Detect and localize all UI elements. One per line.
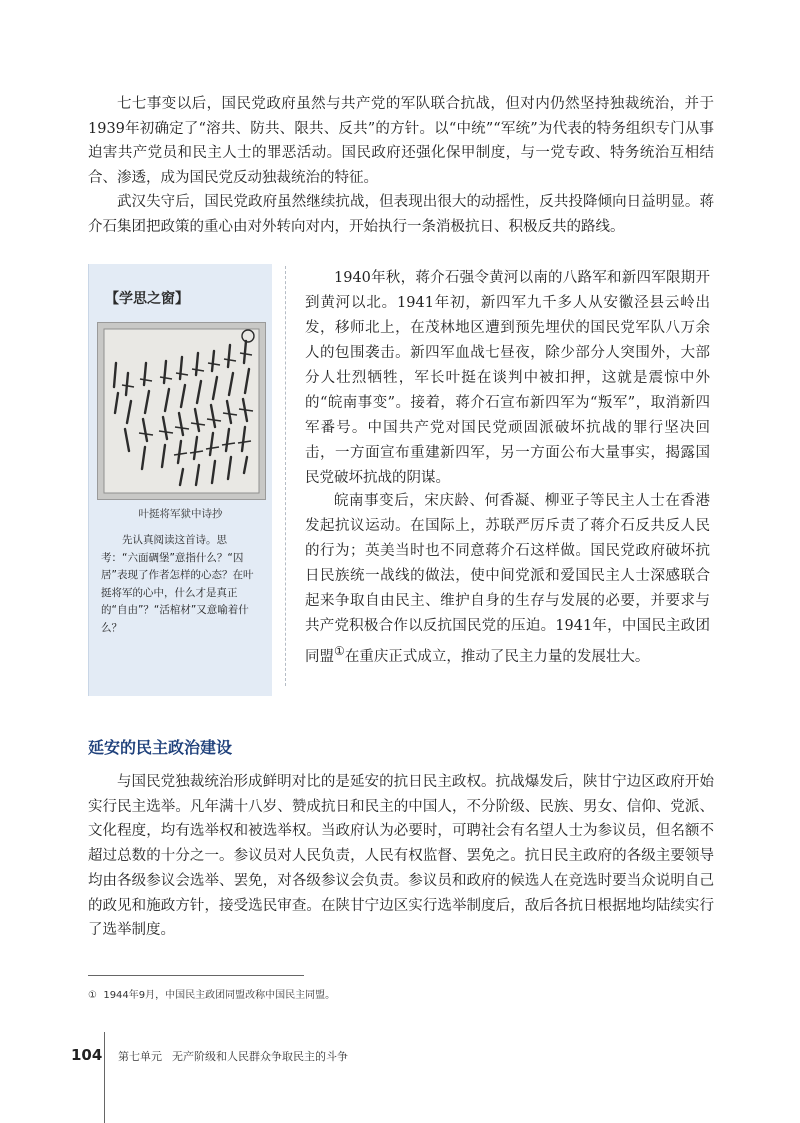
- wannan-incident-paragraph: 1940年秋，蒋介石强令黄河以南的八路军和新四军限期开到黄河以北。1941年初，新四军九千多人从安徽泾县云岭出发，移师北上，在茂林地区遭到预先埋伏的国民党军队八万余人的包围袭击。新四军血战七昼夜，除少部分人突围外，大部分人壮烈牺牲，军长叶挺在谈判中被扣押，这就是震惊中外的“皖南事变”。接着，蒋介石宣布新四军为“叛军”，取消新四军番号。中国共产党对国民党顽固派破坏抗战的罪行坚决回击，一方面宣布重建新四军，另一方面公布大量事实，揭露国民党破坏抗战的阴谋。: [305, 270, 710, 486]
- unit-label: [118, 1048, 348, 1064]
- aftermath-text-end: 在重庆正式成立，推动了民主力量的发展壮大。: [344, 648, 650, 665]
- study-window-sidebar: [88, 264, 272, 696]
- section-heading: 延安的民主政治建设: [88, 738, 233, 757]
- photo-caption: 叶挺将军狱中诗抄: [138, 508, 223, 520]
- aftermath-text-start: 皖南事变后，宋庆龄、何香凝、柳亚子等民主人士在香港发起抗议运动。在国际上，苏联严厉斥责了蒋介石反共反人民的行为；英美当时也不同意蒋介石这样做。国民党政府破坏抗日民族统一战线的做法，使中间党派和爱国民主人士深感联合起来争取自由民主、维护自身的生存与发展的必要，并要求与共产党积极合作以反抗国民党的压迫。1941年，中国民主政团同盟: [305, 493, 710, 665]
- footnote-reference: ①: [334, 644, 345, 658]
- aftermath-paragraph: [305, 489, 710, 670]
- handwriting-illustration: [98, 323, 265, 499]
- thinking-prompt: 先认真阅读这首诗。思考：“六面碉堡”意指什么？“囚居”表现了作者怎样的心态？在叶挺将军的心中，什么才是真正的“自由”？“活棺材”又意喻着什么？: [101, 534, 254, 634]
- page-number: 104: [71, 1046, 103, 1064]
- footer-rule: [104, 1032, 105, 1123]
- intro-paragraph: 七七事变以后，国民党政府虽然与共产党的军队联合抗战，但对内仍然坚持独裁统治，并于1939年初确定了“溶共、防共、限共、反共”的方针。以“中统”“军统”为代表的特务组织专门从事迫害共产党员和民主人士的罪恶活动。国民政府还强化保甲制度，与一党专政、特务统治互相结合、渗透，成为国民党反动独裁统治的特征。: [88, 96, 714, 186]
- footnote-mark: ①: [88, 990, 97, 1001]
- footnote-rule: [88, 975, 304, 976]
- column-divider: [285, 266, 286, 686]
- footnote: [88, 986, 335, 1001]
- poem-manuscript-photo: [97, 322, 266, 500]
- unit-title: 无产阶级和人民群众争取民主的斗争: [172, 1050, 348, 1063]
- sidebar-title: 【学思之窗】: [105, 291, 189, 307]
- yanan-democracy-paragraph: 与国民党独裁统治形成鲜明对比的是延安的抗日民主政权。抗战爆发后，陕甘宁边区政府开始实行民主选举。凡年满十八岁、赞成抗日和民主的中国人，不分阶级、民族、男女、信仰、党派、文化程度，均有选举权和被选举权。当政府认为必要时，可聘社会有名望人士为参议员，但名额不超过总数的十分之一。参议员对人民负责，人民有权监督、罢免之。抗日民主政府的各级主要领导均由各级参议会选举、罢免，对各级参议会负责。参议员和政府的候选人在竞选时要当众说明自己的政见和施政方针，接受选民审查。在陕甘宁边区实行选举制度后，敌后各抗日根据地均陆续实行了选举制度。: [88, 774, 714, 939]
- footnote-text: 1944年9月，中国民主政团同盟改称中国民主同盟。: [103, 990, 336, 1001]
- unit-number: 第七单元: [118, 1050, 162, 1063]
- wuhan-paragraph: 武汉失守后，国民党政府虽然继续抗战，但表现出很大的动摇性，反共投降倾向日益明显。蒋介石集团把政策的重心由对外转向对内，开始执行一条消极抗日、积极反共的路线。: [88, 194, 714, 235]
